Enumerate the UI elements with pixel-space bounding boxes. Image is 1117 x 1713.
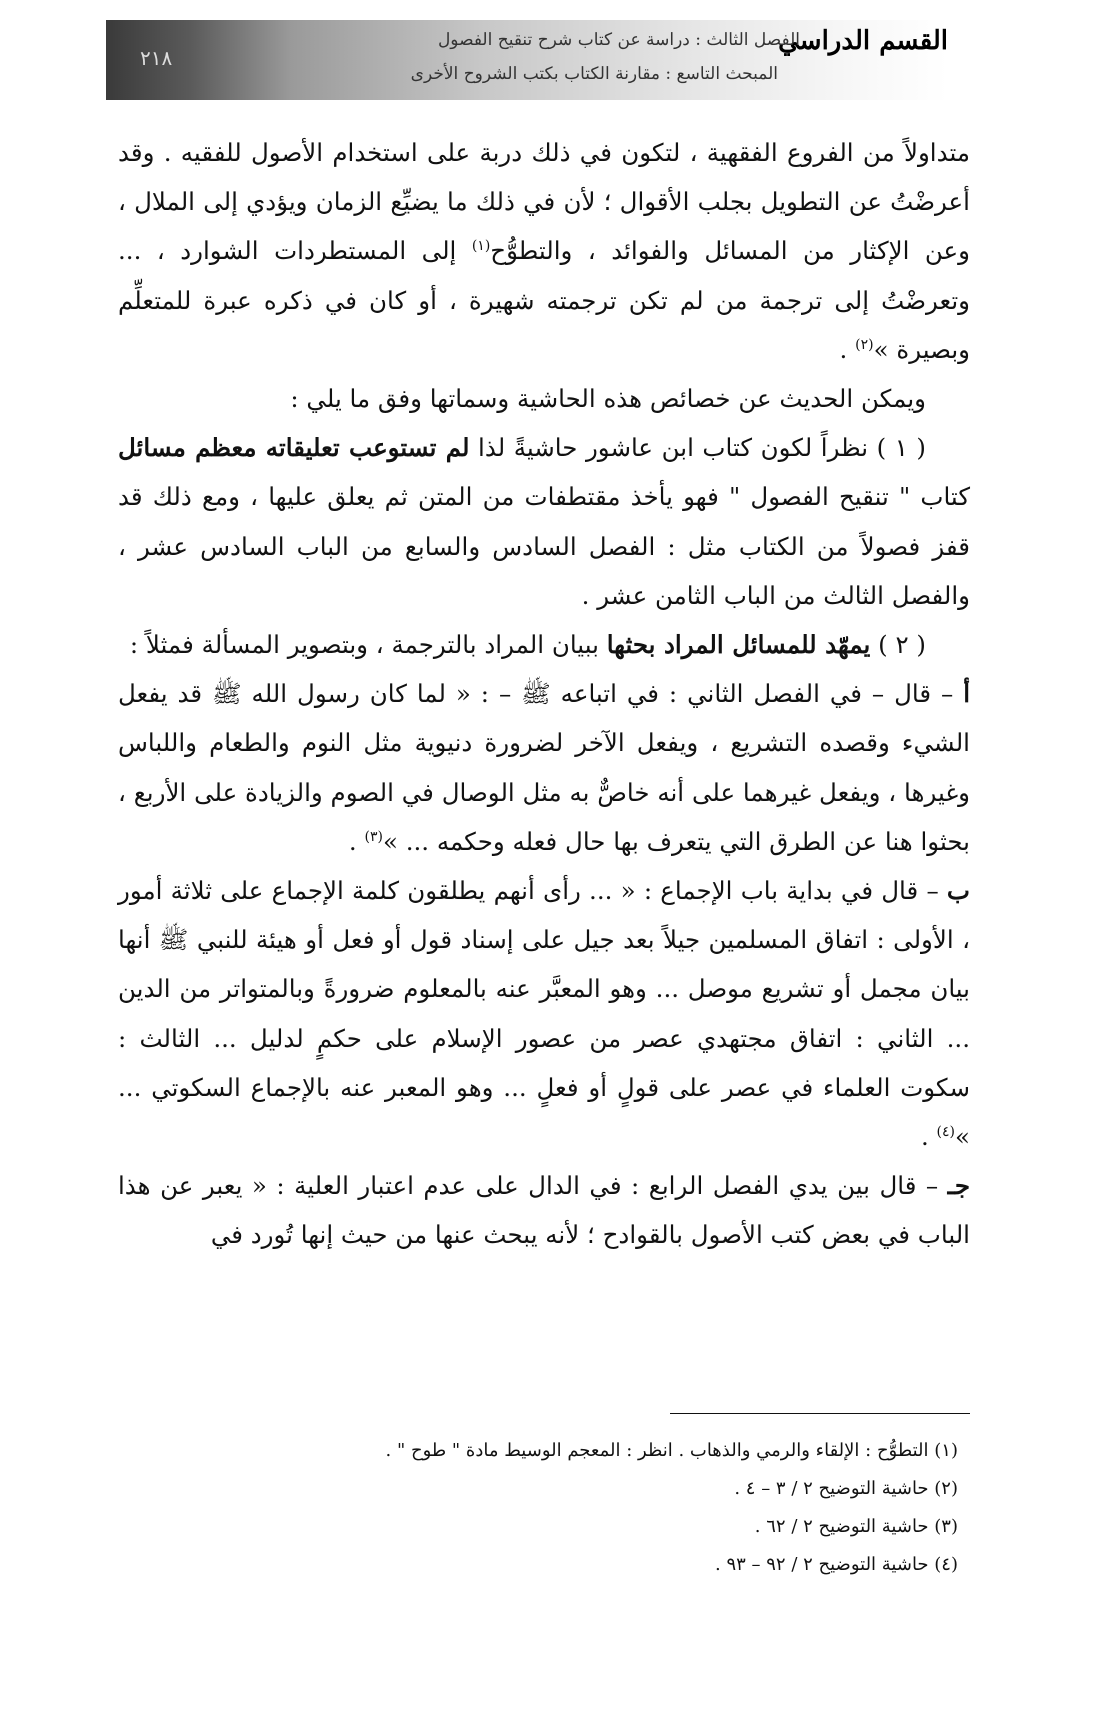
footnote-ref-3: (٣) — [364, 828, 383, 845]
example-b-label: ب — [946, 876, 970, 906]
footnote-ref-1: (١) — [471, 238, 491, 255]
footnote-1: (١) التطوُّح : الإلقاء والرمي والذهاب . انظر : المعجم الوسيط مادة " طوح " . — [385, 1440, 958, 1461]
main-text — [118, 128, 970, 1260]
running-header — [106, 20, 948, 100]
paragraph-intro-quote: متداولاً من الفروع الفقهية ، لتكون في ذلك دربة على استخدام الأصول للفقيه . وقد أعرضْتُ عن التطويل بجلب الأقوال ؛ لأن في ذلك ما يضيِّع الزمان ويؤدي إلى الملال ، وعن الإكثار من المسائل والفوائد ، والتطوُّح$^{(١)}$ إلى المستطردات الشوارد ، ... وتعرضْتُ إلى ترجمة من لم تكن ترجمته شهيرة ، أو كان في ذكره عبرة للمتعلِّم وبصيرة »$^{(٢)}$ . — [118, 138, 970, 364]
paragraph-example-c: جـ – قال بين يدي الفصل الرابع : في الدال على عدم اعتبار العلية : « يعبر عن هذا الباب في بعض كتب الأصول بالقوادح ؛ لأنه يبحث عنها من حيث إنها تُورد في — [118, 1171, 970, 1250]
page-number: ٢١٨ — [140, 46, 173, 70]
footnote-4: (٤) حاشية التوضيح ٢ / ٩٢ – ٩٣ . — [715, 1554, 958, 1575]
feature-2-heading: يمهّد للمسائل المراد بحثها — [606, 630, 871, 660]
feature-1-heading: لم تستوعب تعليقاته معظم مسائل — [118, 433, 470, 463]
footnote-ref-2: (٢) — [855, 336, 874, 353]
paragraph-features-intro: ويمكن الحديث عن خصائص هذه الحاشية وسماتها وفق ما يلي : — [290, 384, 926, 414]
example-a-label: أ — [963, 679, 970, 709]
chapter-title: الفصل الثالث : دراسة عن كتاب شرح تنقيح الفصول — [437, 30, 800, 50]
paragraph-feature-1: ( ١ ) نظراً لكون كتاب ابن عاشور حاشيةً لذا لم تستوعب تعليقاته معظم مسائل كتاب " تنقيح الفصول " فهو يأخذ مقتطفات من المتن ثم يعلق عليها ، ومع ذلك قد قفز فصولاً من الكتاب مثل : الفصل السادس والسابع من الباب السادس عشر ، والفصل الثالث من الباب الثامن عشر . — [118, 433, 970, 610]
footnote-2: (٢) حاشية التوضيح ٢ / ٣ – ٤ . — [734, 1478, 958, 1499]
part-title: القسم الدراسي — [778, 26, 948, 56]
footnote-ref-4: (٤) — [936, 1123, 955, 1140]
paragraph-example-b: ب – قال في بداية باب الإجماع : « ... رأى أنهم يطلقون كلمة الإجماع على ثلاثة أمور ، الأولى : اتفاق المسلمين جيلاً بعد جيل على إسناد قول أو فعل أو هيئة للنبي ﷺ أنها بيان مجمل أو تشريع موصل ... وهو المعبَّر عنه بالمعلوم ضرورةً وبالمتواتر من الدين ... الثاني : اتفاق مجتهدي عصر من عصور الإسلام على حكمٍ لدليل ... الثالث : سكوت العلماء في عصر على قولٍ أو فعلٍ ... وهو المعبر عنه بالإجماع السكوتي ... »$^{(٤)}$ . — [118, 876, 970, 1152]
paragraph-example-a: أ – قال – في الفصل الثاني : في اتباعه ﷺ – : « لما كان رسول الله ﷺ قد يفعل الشيء وقصده التشريع ، ويفعل الآخر لضرورة دنيوية مثل النوم والطعام واللباس وغيرها ، ويفعل غيرهما على أنه خاصٌّ به مثل الوصال في الصوم والزيادة على الأربع ، بحثوا هنا عن الطرق التي يتعرف بها حال فعله وحكمه ... »$^{(٣)}$ . — [118, 679, 970, 856]
paragraph-feature-2: ( ٢ ) يمهّد للمسائل المراد بحثها ببيان المراد بالترجمة ، وبتصوير المسألة فمثلاً : — [129, 630, 926, 660]
example-c-label: جـ — [947, 1171, 970, 1201]
section-title: المبحث التاسع : مقارنة الكتاب بكتب الشروح الأخرى — [410, 64, 778, 84]
footnote-3: (٣) حاشية التوضيح ٢ / ٦٢ . — [754, 1516, 958, 1537]
footnote-separator — [670, 1413, 970, 1414]
footnotes — [118, 1432, 970, 1584]
